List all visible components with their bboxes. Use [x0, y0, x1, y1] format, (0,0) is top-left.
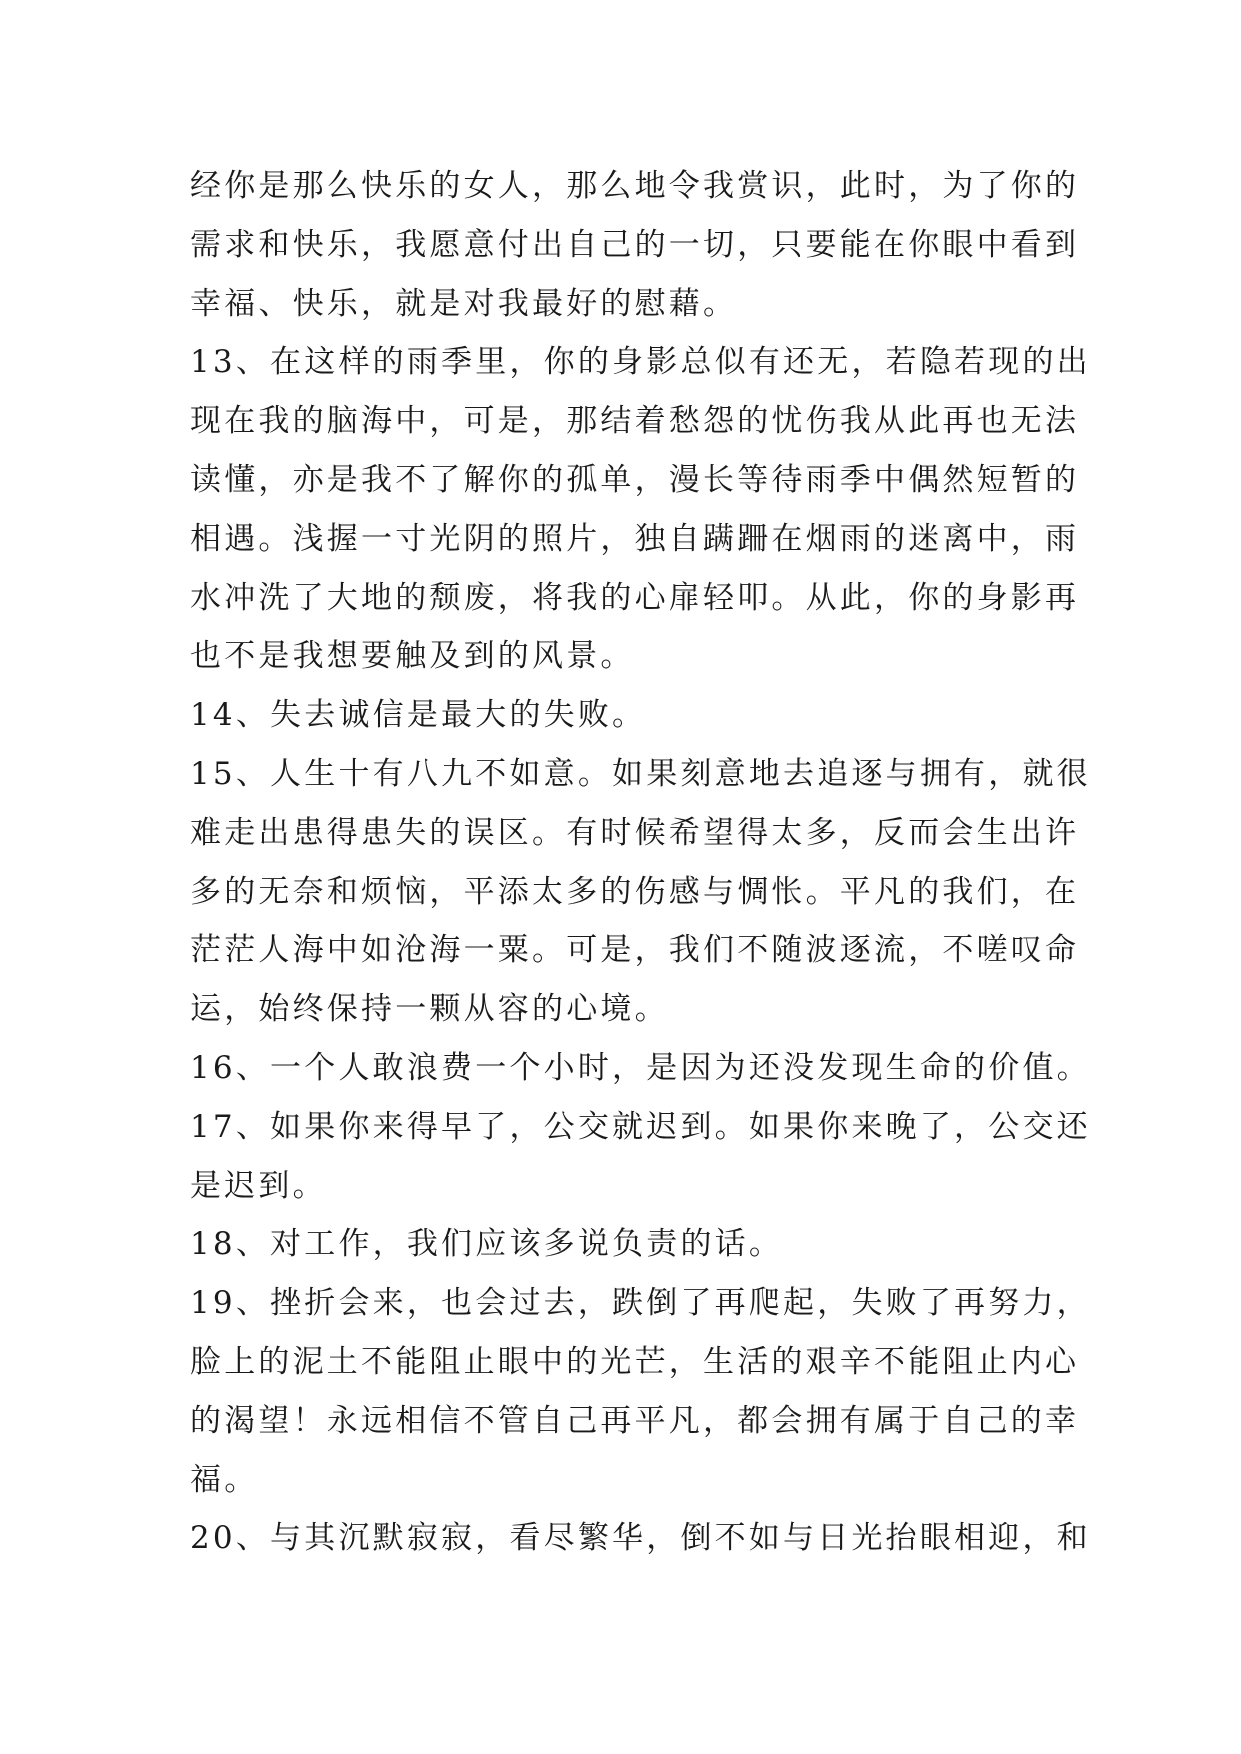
- text-line: 17、如果你来得早了，公交就迟到。如果你来晚了，公交还: [190, 1108, 1091, 1145]
- text-line: 难走出患得患失的误区。有时候希望得太多，反而会生出许: [190, 814, 1080, 851]
- text-line: 需求和快乐，我愿意付出自己的一切，只要能在你眼中看到: [190, 226, 1080, 263]
- text-line: 18、对工作，我们应该多说负责的话。: [190, 1226, 784, 1263]
- text-line: 15、人生十有八九不如意。如果刻意地去追逐与拥有，就很: [190, 755, 1091, 792]
- text-line: 16、一个人敢浪费一个小时，是因为还没发现生命的价值。: [190, 1049, 1091, 1086]
- text-line: 现在我的脑海中，可是，那结着愁怨的忧伤我从此再也无法: [190, 403, 1080, 440]
- text-line: 茫茫人海中如沧海一粟。可是，我们不随波逐流，不嗟叹命: [190, 932, 1080, 969]
- text-line: 也不是我想要触及到的风景。: [190, 638, 635, 675]
- text-line: 经你是那么快乐的女人，那么地令我赏识，此时，为了你的: [190, 168, 1080, 204]
- text-line: 13、在这样的雨季里，你的身影总似有还无，若隐若现的出: [190, 344, 1091, 381]
- body-text: [190, 157, 1090, 1568]
- text-line: 读懂，亦是我不了解你的孤单，漫长等待雨季中偶然短暂的: [190, 461, 1080, 498]
- text-line: 多的无奈和烦恼，平添太多的伤感与惆怅。平凡的我们，在: [190, 873, 1080, 910]
- text-line: 20、与其沉默寂寂，看尽繁华，倒不如与日光抬眼相迎，和: [190, 1520, 1091, 1557]
- text-line: 运，始终保持一颗从容的心境。: [190, 991, 669, 1028]
- text-line: 福。: [190, 1461, 259, 1498]
- text-line: 14、失去诚信是最大的失败。: [190, 697, 647, 734]
- text-line: 19、挫折会来，也会过去，跌倒了再爬起，失败了再努力，: [190, 1285, 1091, 1322]
- text-line: 水冲洗了大地的颓废，将我的心扉轻叩。从此，你的身影再: [190, 579, 1080, 616]
- text-line: 幸福、快乐，就是对我最好的慰藉。: [190, 285, 738, 322]
- text-line: 相遇。浅握一寸光阴的照片，独自蹒跚在烟雨的迷离中，雨: [190, 520, 1080, 557]
- text-line: 脸上的泥土不能阻止眼中的光芒，生活的艰辛不能阻止内心: [190, 1343, 1080, 1380]
- text-line: 的渴望！永远相信不管自己再平凡，都会拥有属于自己的幸: [190, 1402, 1080, 1439]
- text-line: 是迟到。: [190, 1167, 327, 1204]
